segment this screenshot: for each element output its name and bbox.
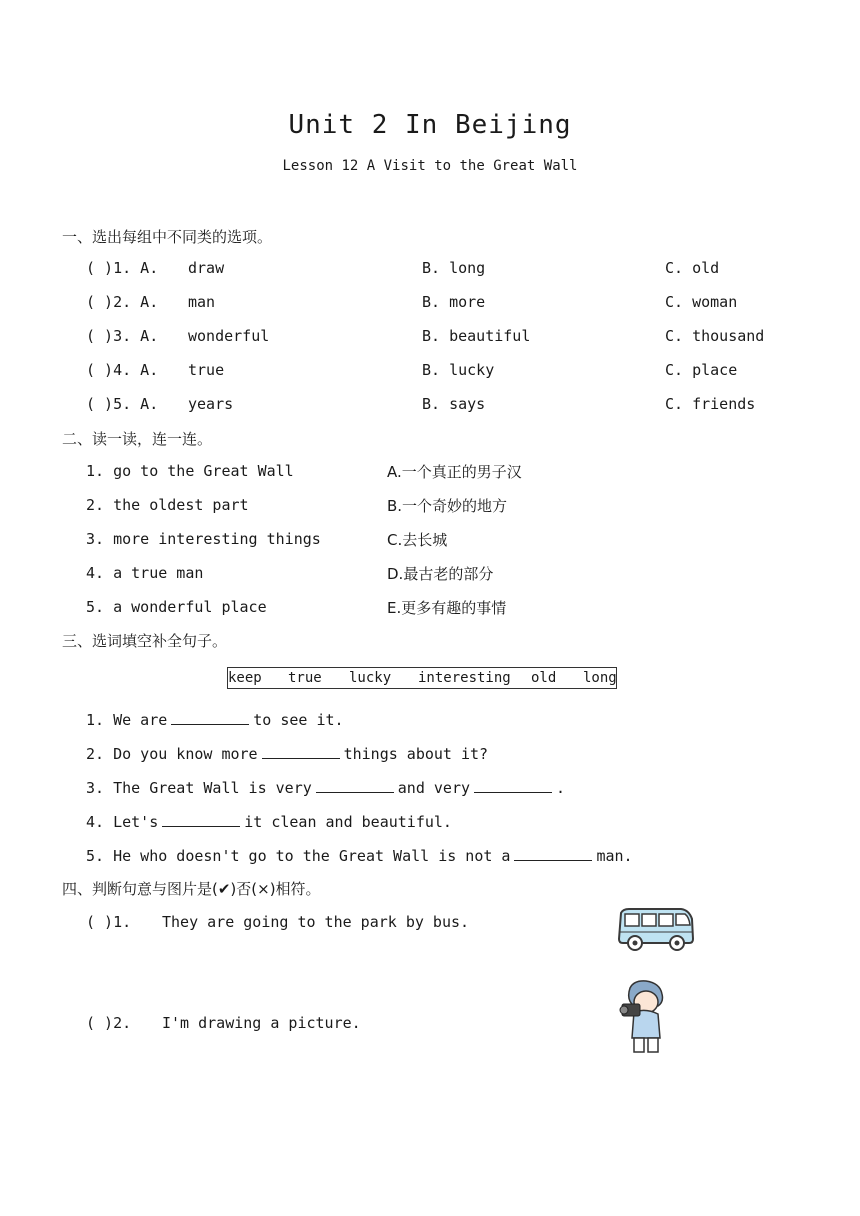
- fill-sentence-3: [86, 778, 565, 797]
- answer-blank[interactable]: [316, 778, 394, 793]
- sentence-text: to see it.: [253, 711, 344, 729]
- q1-1-option-c: C. old: [665, 259, 720, 277]
- word-bank-item: lucky: [349, 670, 392, 686]
- q1-1-option-a: draw: [188, 259, 225, 277]
- sentence-text: .: [556, 779, 566, 797]
- word-bank-item: long: [583, 670, 617, 686]
- fill-sentence-2: [86, 744, 488, 763]
- match-right-d: D.最古老的部分: [387, 565, 494, 583]
- judge-1-number: ( )1.: [86, 913, 132, 931]
- q1-3-option-b: B. beautiful: [422, 327, 531, 345]
- judge-2-text: I'm drawing a picture.: [162, 1014, 361, 1032]
- q1-3-option-c: C. thousand: [665, 327, 765, 345]
- sentence-text: 4. Let's: [86, 813, 159, 831]
- match-right-b: B.一个奇妙的地方: [387, 497, 508, 515]
- boy-camera-icon: [612, 978, 674, 1056]
- q1-5-option-b: B. says: [422, 395, 486, 413]
- word-bank-item: old: [531, 670, 557, 686]
- word-bank-item: interesting: [418, 670, 511, 686]
- sentence-text: 3. The Great Wall is very: [86, 779, 312, 797]
- judge-2-number: ( )2.: [86, 1014, 132, 1032]
- section-4-heading: 四、判断句意与图片是(✔)否(×)相符。: [62, 880, 321, 898]
- answer-blank[interactable]: [474, 778, 552, 793]
- match-right-a: A.一个真正的男子汉: [387, 463, 522, 481]
- section-3-heading: 三、选词填空补全句子。: [62, 632, 228, 650]
- answer-blank[interactable]: [171, 710, 249, 725]
- q1-5-option-a: years: [188, 395, 234, 413]
- fill-sentence-4: [86, 812, 452, 831]
- sentence-text: 2. Do you know more: [86, 745, 258, 763]
- q1-3-option-a: wonderful: [188, 327, 270, 345]
- fill-sentence-5: [86, 846, 633, 865]
- sentence-text: 1. We are: [86, 711, 168, 729]
- answer-blank[interactable]: [262, 744, 340, 759]
- q1-4-option-a: true: [188, 361, 225, 379]
- word-bank: [227, 667, 617, 689]
- section-1-heading: 一、选出每组中不同类的选项。: [62, 228, 273, 246]
- match-left-3: 3. more interesting things: [86, 530, 321, 548]
- match-left-1: 1. go to the Great Wall: [86, 462, 294, 480]
- sentence-text: man.: [596, 847, 633, 865]
- q1-5-option-c: C. friends: [665, 395, 756, 413]
- match-left-4: 4. a true man: [86, 564, 204, 582]
- q1-4-number: ( )4. A.: [86, 361, 159, 379]
- answer-blank[interactable]: [514, 846, 592, 861]
- bus-icon: [615, 905, 697, 953]
- answer-blank[interactable]: [162, 812, 240, 827]
- judge-1-text: They are going to the park by bus.: [162, 913, 470, 931]
- match-right-e: E.更多有趣的事情: [387, 599, 507, 617]
- q1-1-option-b: B. long: [422, 259, 486, 277]
- q1-2-option-a: man: [188, 293, 216, 311]
- q1-4-option-c: C. place: [665, 361, 738, 379]
- q1-1-number: ( )1. A.: [86, 259, 159, 277]
- match-left-5: 5. a wonderful place: [86, 598, 267, 616]
- sentence-text: things about it?: [343, 745, 489, 763]
- q1-2-option-b: B. more: [422, 293, 486, 311]
- q1-4-option-b: B. lucky: [422, 361, 495, 379]
- page-subtitle: Lesson 12 A Visit to the Great Wall: [282, 158, 578, 174]
- sentence-text: it clean and beautiful.: [244, 813, 452, 831]
- word-bank-item: keep: [228, 670, 262, 686]
- match-right-c: C.去长城: [387, 531, 448, 549]
- page-title: Unit 2 In Beijing: [288, 110, 572, 140]
- q1-2-option-c: C. woman: [665, 293, 738, 311]
- match-left-2: 2. the oldest part: [86, 496, 249, 514]
- q1-2-number: ( )2. A.: [86, 293, 159, 311]
- word-bank-item: true: [288, 670, 322, 686]
- fill-sentence-1: [86, 710, 344, 729]
- q1-3-number: ( )3. A.: [86, 327, 159, 345]
- sentence-text: and very: [397, 779, 471, 797]
- sentence-text: 5. He who doesn't go to the Great Wall is not a: [86, 847, 511, 865]
- q1-5-number: ( )5. A.: [86, 395, 159, 413]
- section-2-heading: 二、读一读，连一连。: [62, 430, 213, 448]
